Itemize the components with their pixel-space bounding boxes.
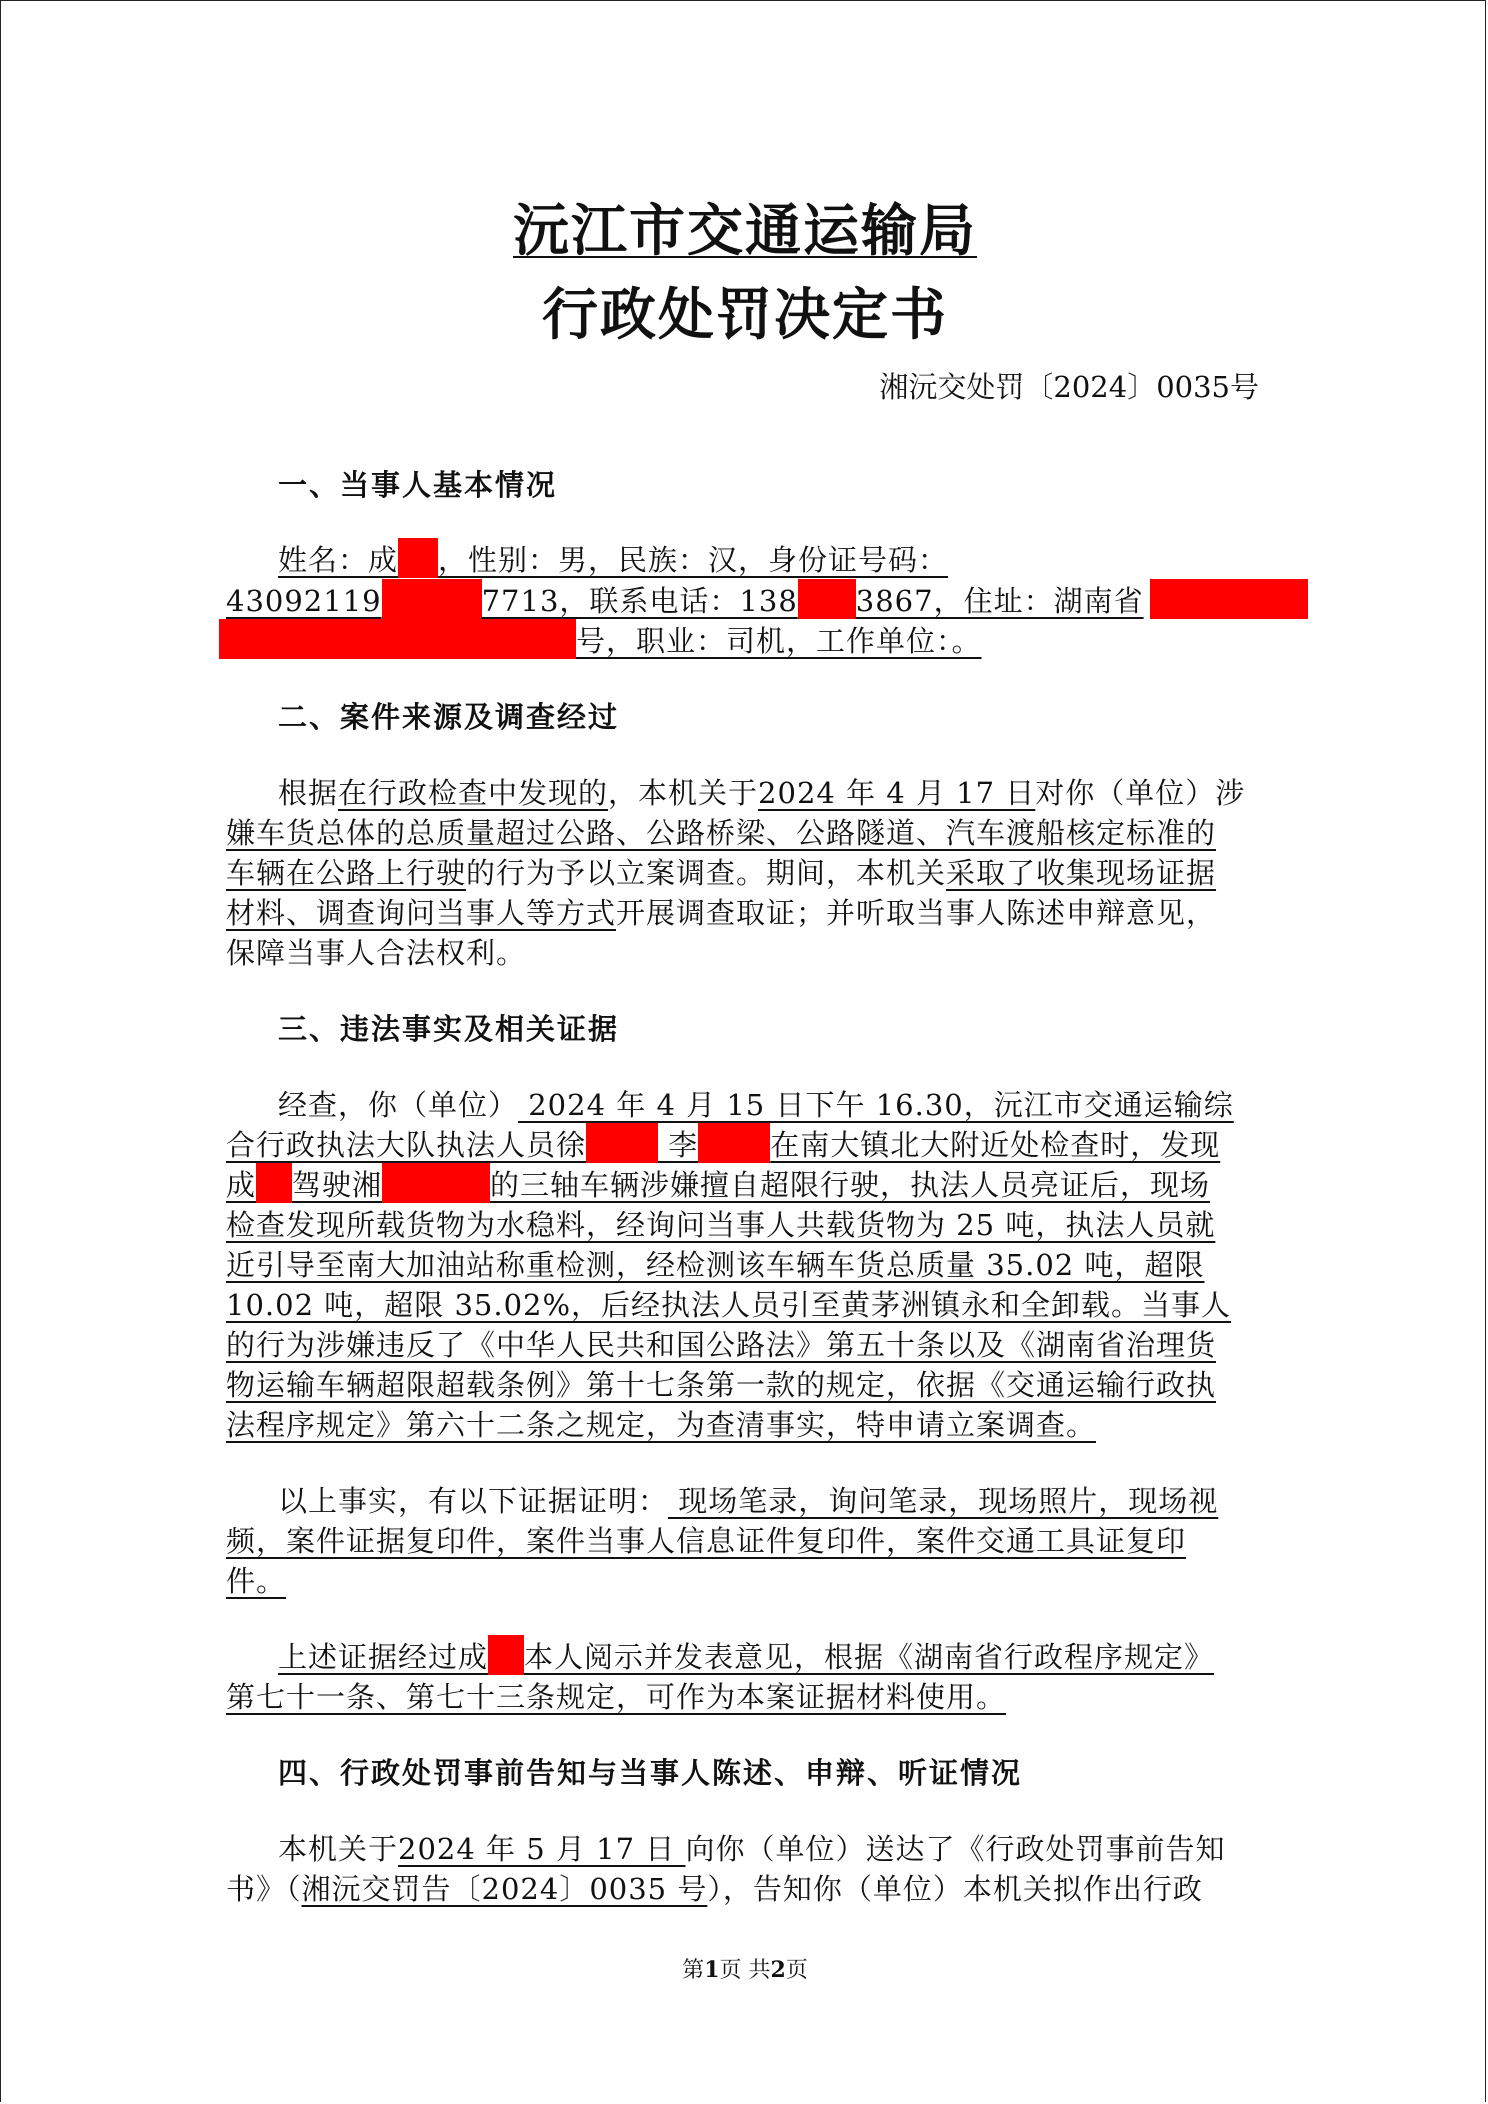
s3-l2b: 李 (658, 1128, 699, 1162)
section-1-heading: 一、当事人基本情况 (278, 468, 558, 502)
section-4-heading: 四、行政处罚事前告知与当事人陈述、申辩、听证情况 (278, 1756, 1023, 1790)
s3-final-line-1 (278, 1635, 1214, 1676)
s4-l1c: 向你（单位）送达了《行政处罚事前告知 (685, 1832, 1226, 1866)
page-number-prefix: 第 (682, 1958, 705, 1983)
s2-l4a: 材料、调查询问当事人等方式 (226, 896, 617, 930)
s3-line-1 (278, 1083, 1234, 1124)
s1-line-2 (226, 579, 1308, 620)
s3-line-4: 检查发现所载货物为水稳料，经询问当事人共载货物为 25 吨，执法人员就 (226, 1208, 1216, 1242)
s3-l2a: 合行政执法大队执法人员徐 (226, 1128, 587, 1162)
redaction-block (382, 1163, 490, 1203)
s3-l3c: 的三轴车辆涉嫌擅自超限行驶，执法人员亮证后，现场 (490, 1168, 1211, 1202)
s4-l1b: 2024 年 5 月 17 日 (398, 1832, 686, 1866)
s2-l4b: 开展调查取证；并听取当事人陈述申辩意见， (616, 896, 1217, 930)
s3-line-8: 物运输车辆超限超载条例》第十七条第一款的规定，依据《交通运输行政执 (226, 1368, 1217, 1402)
s3-line-2 (226, 1123, 1220, 1164)
s1-l2b: 7713，联系电话：138 (481, 584, 798, 618)
s4-l2a: 书》（ (226, 1872, 302, 1906)
s3-line-6: 10.02 吨，超限 35.02%，后经执法人员引至黄茅洲镇永和全卸载。当事人 (226, 1288, 1232, 1322)
s2-l1a: 根据 (278, 776, 339, 810)
s2-line-4 (226, 891, 1216, 932)
s3-line-7: 的行为涉嫌违反了《中华人民共和国公路法》第五十条以及《湖南省治理货 (226, 1328, 1217, 1362)
s1-l1b: ，性别：男，民族：汉，身份证号码： (438, 543, 949, 577)
s2-l1e: 对你（单位）涉 (1035, 776, 1246, 810)
s3-f1a: 上述证据经过成 (278, 1640, 489, 1674)
s4-line-1 (278, 1827, 1226, 1868)
s4-l1a: 本机关于 (278, 1832, 399, 1866)
redaction-block (698, 1123, 770, 1163)
s2-line-2: 嫌车货总体的总质量超过公路、公路桥梁、公路隧道、汽车渡船核定标准的 (226, 816, 1217, 850)
s1-l3a: 号，职业：司机，工作单位：。 (576, 624, 982, 658)
page-number-suffix: 页 (785, 1958, 808, 1983)
s4-l2c: ），告知你（单位）本机关拟作出行政 (707, 1872, 1203, 1906)
s3-line-3 (226, 1163, 1210, 1204)
current-page: 1 (704, 1957, 720, 1983)
s3-f1b: 本人阅示并发表意见，根据《湖南省行政程序规定》 (524, 1640, 1215, 1674)
title-line-1: 沅江市交通运输局 (513, 198, 977, 264)
s2-l1d: 2024 年 4 月 17 日 (758, 776, 1036, 810)
s2-l3a: 车辆在公路上行驶 (226, 856, 467, 890)
s3-line-5: 近引导至南大加油站称重检测，经检测该车辆车货总质量 35.02 吨，超限 (226, 1248, 1205, 1282)
s1-line-1 (278, 538, 948, 579)
s4-line-2 (226, 1867, 1203, 1908)
total-pages: 2 (770, 1957, 786, 1983)
section-2-heading: 二、案件来源及调查经过 (278, 700, 620, 734)
s3-l3b: 驾驶湘 (292, 1168, 383, 1202)
s1-l2a: 43092119 (226, 584, 382, 618)
s3-evidence-line-2: 频，案件证据复印件，案件当事人信息证件复印件，案件交通工具证复印 (226, 1524, 1187, 1558)
s3-l2c: 在南大镇北大附近处检查时，发现 (770, 1128, 1221, 1162)
s3-line-9: 法程序规定》第六十二条之规定，为查清事实，特申请立案调查。 (226, 1408, 1097, 1442)
s3-evidence-line-1 (278, 1479, 1218, 1520)
s2-l1b: 在行政检查中发现的 (338, 776, 609, 810)
s1-l1a: 姓名：成 (278, 543, 399, 577)
s3-e1a: 以上事实，有以下证据证明： (278, 1484, 669, 1518)
s3-l3a: 成 (226, 1168, 257, 1202)
redaction-block (798, 579, 856, 619)
s2-l3c: 采取了收集现场证据 (946, 856, 1217, 890)
s2-l1c: ，本机关于 (608, 776, 759, 810)
title-line-2: 行政处罚决定书 (542, 282, 948, 348)
page-number-middle: 页 共 (719, 1958, 771, 1983)
s3-final-line-2: 第七十一条、第七十三条规定，可作为本案证据材料使用。 (226, 1680, 1007, 1714)
section-3-heading: 三、违法事实及相关证据 (278, 1012, 620, 1046)
s4-l2b: 湘沅交罚告〔2024〕0035 号 (301, 1872, 708, 1906)
s1-l2c: 3867，住址：湖南省 (855, 584, 1144, 618)
redaction-block (219, 619, 576, 659)
s3-l1b: 2024 年 4 月 15 日下午 16.30，沅江市交通运输综 (518, 1088, 1234, 1122)
s3-l1a: 经查，你（单位） (278, 1088, 519, 1122)
redaction-block (256, 1163, 292, 1203)
s3-evidence-line-3: 件。 (226, 1564, 287, 1598)
redaction-block (382, 579, 482, 619)
redaction-block (398, 538, 438, 578)
s3-e1b: 现场笔录，询问笔录，现场照片，现场视 (668, 1484, 1219, 1518)
redaction-block (586, 1123, 658, 1163)
redaction-block (488, 1635, 524, 1675)
document-number: 湘沅交处罚〔2024〕0035号 (879, 370, 1259, 404)
page-number (1, 1953, 1488, 1984)
redaction-block (1150, 579, 1308, 619)
s2-l3b: 的行为予以立案调查。期间，本机关 (466, 856, 947, 890)
s2-line-5: 保障当事人合法权利。 (226, 936, 527, 970)
s2-line-1 (278, 771, 1245, 812)
s1-line-3 (219, 619, 982, 660)
s2-line-3 (226, 851, 1216, 892)
